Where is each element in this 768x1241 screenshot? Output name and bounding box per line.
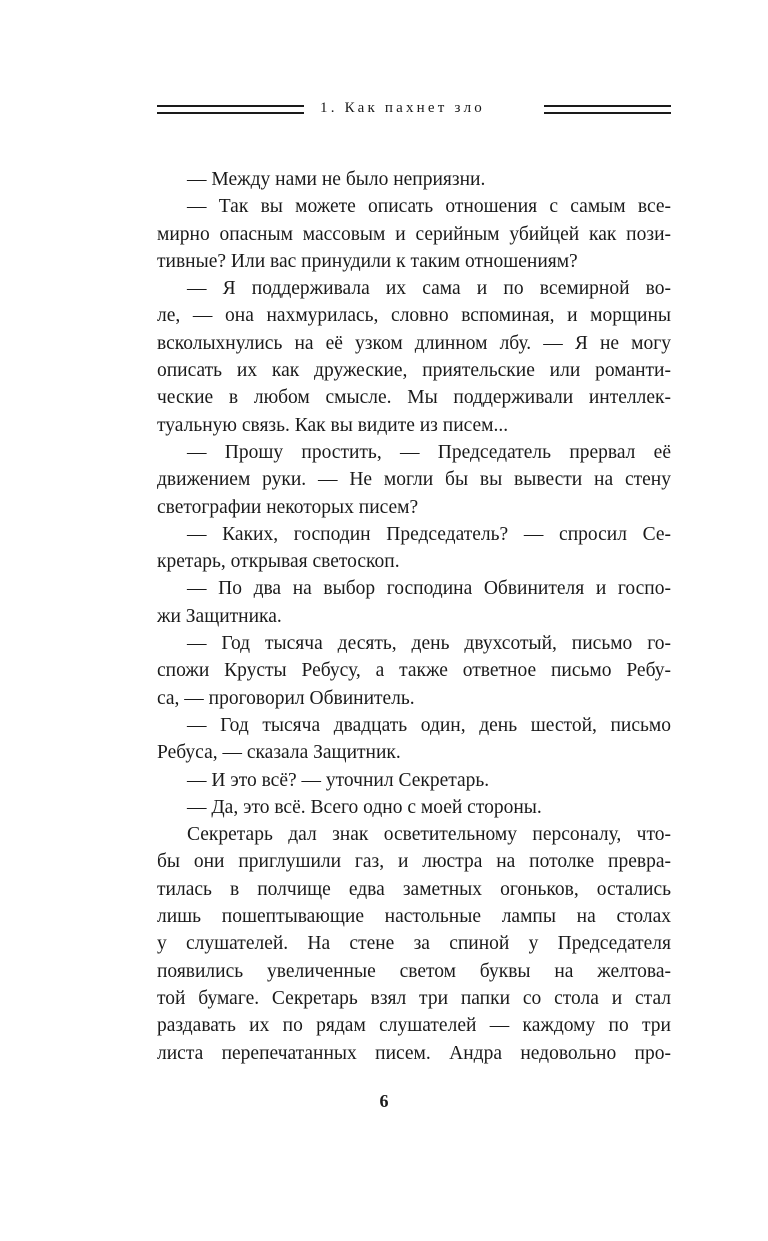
text-line: — По два на выбор господина Обвинителя и госпо- bbox=[187, 578, 671, 600]
text-line: кретарь, открывая светоскоп. bbox=[157, 551, 400, 573]
text-line: всколыхнулись на её узком длинном лбу. — Я не могу bbox=[157, 332, 671, 354]
text-line: Секретарь дал знак осветительному персоналу, что- bbox=[187, 824, 671, 846]
text-line: спожи Крусты Ребусу, а также ответное письмо Ребу- bbox=[157, 660, 671, 682]
text-line: — Да, это всё. Всего одно с моей стороны. bbox=[187, 796, 542, 818]
page-number: 6 bbox=[379, 1091, 389, 1111]
text-line: раздавать их по рядам слушателей — каждому по три bbox=[157, 1015, 671, 1037]
text-line: той бумаге. Секретарь взял три папки со стола и стал bbox=[157, 987, 671, 1009]
text-line: лишь пошептывающие настольные лампы на столах bbox=[157, 906, 671, 928]
text-line: — И это всё? — уточнил Секретарь. bbox=[187, 769, 490, 791]
text-line: появились увеличенные светом буквы на желтова- bbox=[157, 960, 671, 982]
text-line: — Прошу простить, — Председатель прервал её bbox=[187, 441, 671, 463]
text-line: ческие в любом смысле. Мы поддерживали интеллек- bbox=[157, 387, 671, 409]
text-line: жи Защитника. bbox=[157, 605, 282, 627]
running-title: 1. Как пахнет зло bbox=[320, 100, 485, 116]
text-line: описать их как дружеские, приятельские или романти- bbox=[157, 360, 671, 382]
text-line: светографии некоторых писем? bbox=[157, 496, 419, 518]
text-line: туальную связь. Как вы видите из писем... bbox=[157, 414, 509, 436]
header-rule-right bbox=[544, 105, 671, 114]
text-line: Ребуса, — сказала Защитник. bbox=[157, 742, 401, 764]
text-line: — Так вы можете описать отношения с самым все- bbox=[187, 196, 671, 218]
text-line: у слушателей. На стене за спиной у Председателя bbox=[157, 933, 671, 955]
text-line: тилась в полчище едва заметных огоньков, остались bbox=[157, 878, 671, 900]
text-line: — Между нами не было неприязни. bbox=[187, 169, 486, 190]
text-line: са, — проговорил Обвинитель. bbox=[157, 687, 415, 709]
text-line: ле, — она нахмурилась, словно вспоминая, и морщины bbox=[157, 305, 671, 327]
text-line: листа перепечатанных писем. Андра недовольно про- bbox=[157, 1042, 671, 1064]
text-line: — Год тысяча двадцать один, день шестой, письмо bbox=[187, 714, 671, 736]
text-line: — Год тысяча десять, день двухсотый, письмо го- bbox=[187, 633, 671, 655]
body-text bbox=[157, 166, 671, 1067]
text-line: движением руки. — Не могли бы вы вывести на стену bbox=[157, 469, 671, 491]
text-line: мирно опасным массовым и серийным убийцей как пози- bbox=[157, 223, 671, 245]
text-line: тивные? Или вас принудили к таким отношениям? bbox=[157, 250, 578, 272]
text-line: — Каких, господин Председатель? — спросил Се- bbox=[187, 523, 671, 545]
text-line: бы они приглушили газ, и люстра на потолке превра- bbox=[157, 851, 671, 873]
text-line: — Я поддерживала их сама и по всемирной во- bbox=[187, 278, 671, 300]
running-header bbox=[157, 98, 671, 120]
header-rule-left bbox=[157, 105, 304, 114]
